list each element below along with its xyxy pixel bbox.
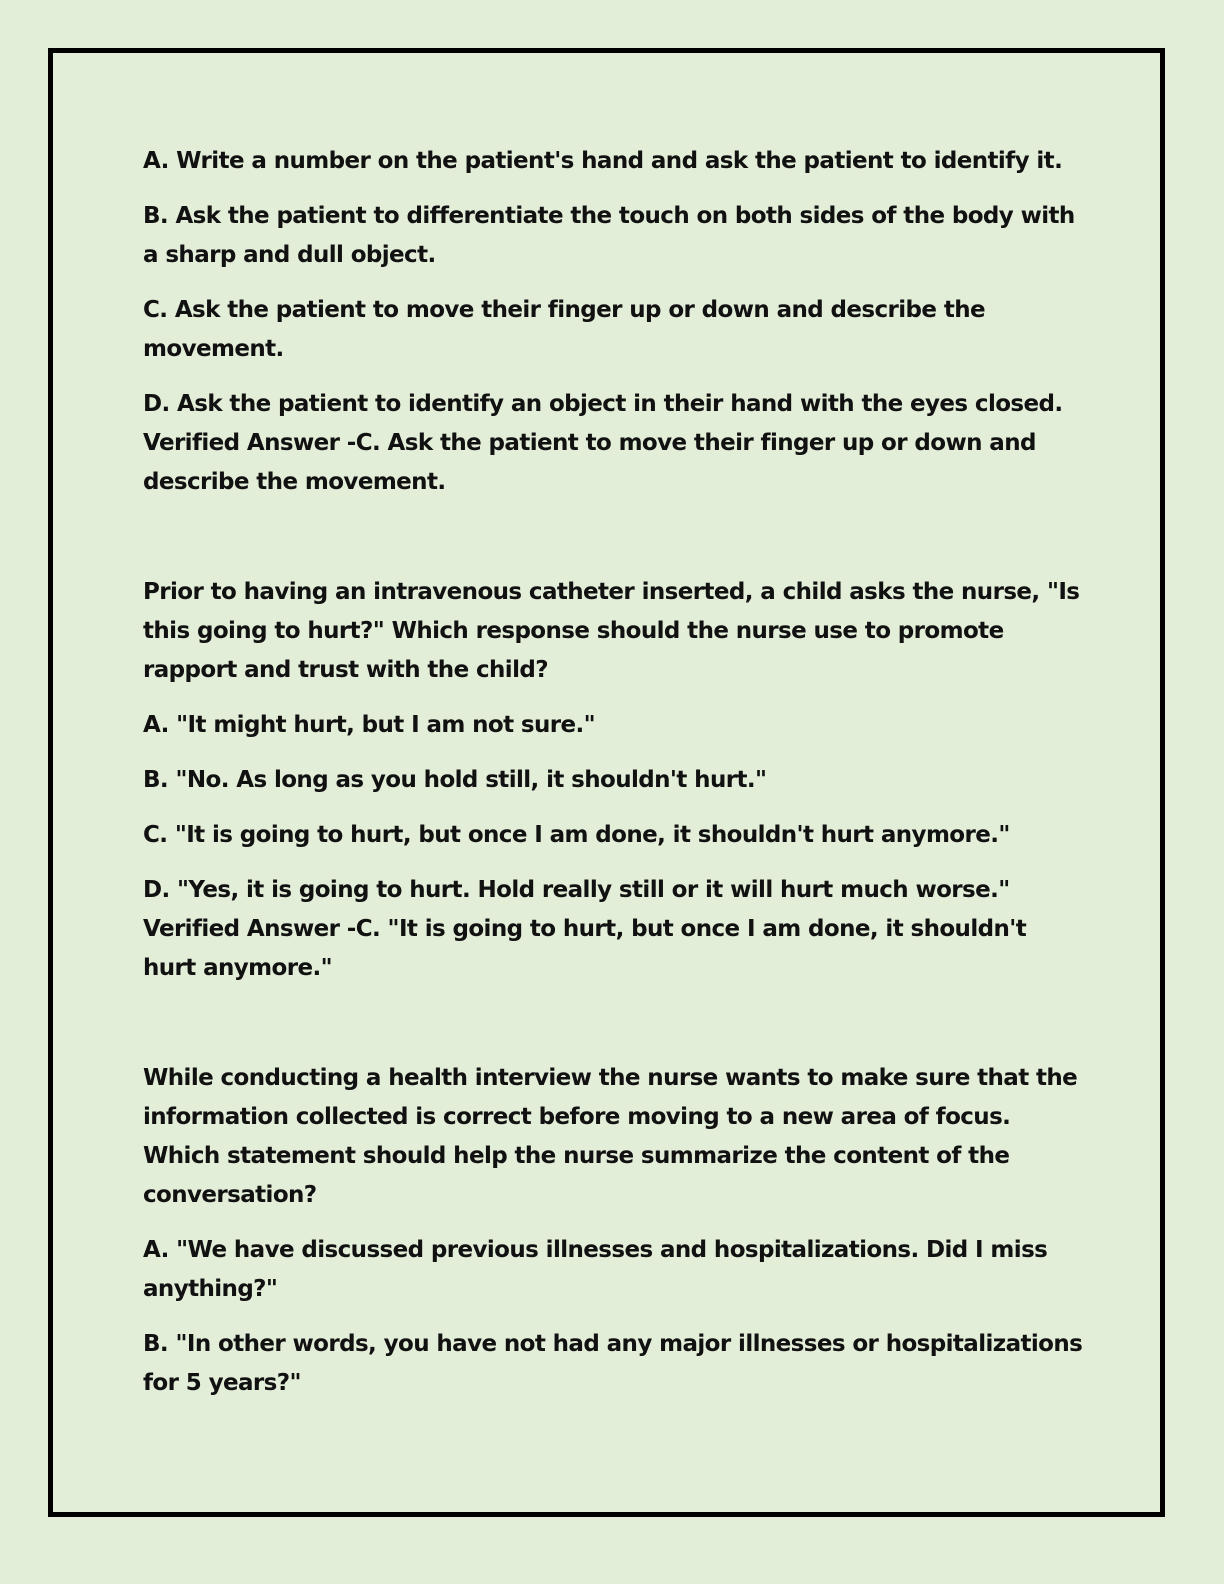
q1-verified-answer: Verified Answer -C. Ask the patient to move their finger up or down and describe the movement. xyxy=(143,430,1036,495)
q2-verified-answer: Verified Answer -C. "It is going to hurt, but once I am done, it shouldn't hurt anymore." xyxy=(143,916,1027,981)
q3-option-b: B. "In other words, you have not had any major illnesses or hospitalizations for 5 years?" xyxy=(143,1331,1083,1396)
section-spacer xyxy=(143,518,1083,573)
q1-option-a: A. Write a number on the patient's hand and ask the patient to identify it. xyxy=(143,148,1063,174)
q2-option-c: C. "It is going to hurt, but once I am done, it shouldn't hurt anymore." xyxy=(143,822,1010,848)
q1-option-c: C. Ask the patient to move their finger up or down and describe the movement. xyxy=(143,297,985,362)
document-content xyxy=(143,142,1083,1419)
q2-option-d-group xyxy=(143,871,1083,988)
q2-option-d: D. "Yes, it is going to hurt. Hold really still or it will hurt much worse." xyxy=(143,877,1010,903)
q2-option-b: B. "No. As long as you hold still, it shouldn't hurt." xyxy=(143,767,767,793)
q1-option-b: B. Ask the patient to differentiate the touch on both sides of the body with a sharp and dull object. xyxy=(143,203,1075,268)
q2-option-a: A. "It might hurt, but I am not sure." xyxy=(143,712,596,738)
q1-option-d-group xyxy=(143,385,1083,502)
q3-question: While conducting a health interview the nurse wants to make sure that the information collected is correct before moving to a new area of focus. Which statement should help the nurse summarize the content of the conversation? xyxy=(143,1065,1078,1208)
section-spacer xyxy=(143,1004,1083,1059)
q2-question: Prior to having an intravenous catheter inserted, a child asks the nurse, "Is this going to hurt?" Which response should the nurse use to promote rapport and trust with the child? xyxy=(143,579,1080,683)
q1-option-d: D. Ask the patient to identify an object in their hand with the eyes closed. xyxy=(143,391,1063,417)
q3-option-a: A. "We have discussed previous illnesses and hospitalizations. Did I miss anything?" xyxy=(143,1237,1048,1302)
